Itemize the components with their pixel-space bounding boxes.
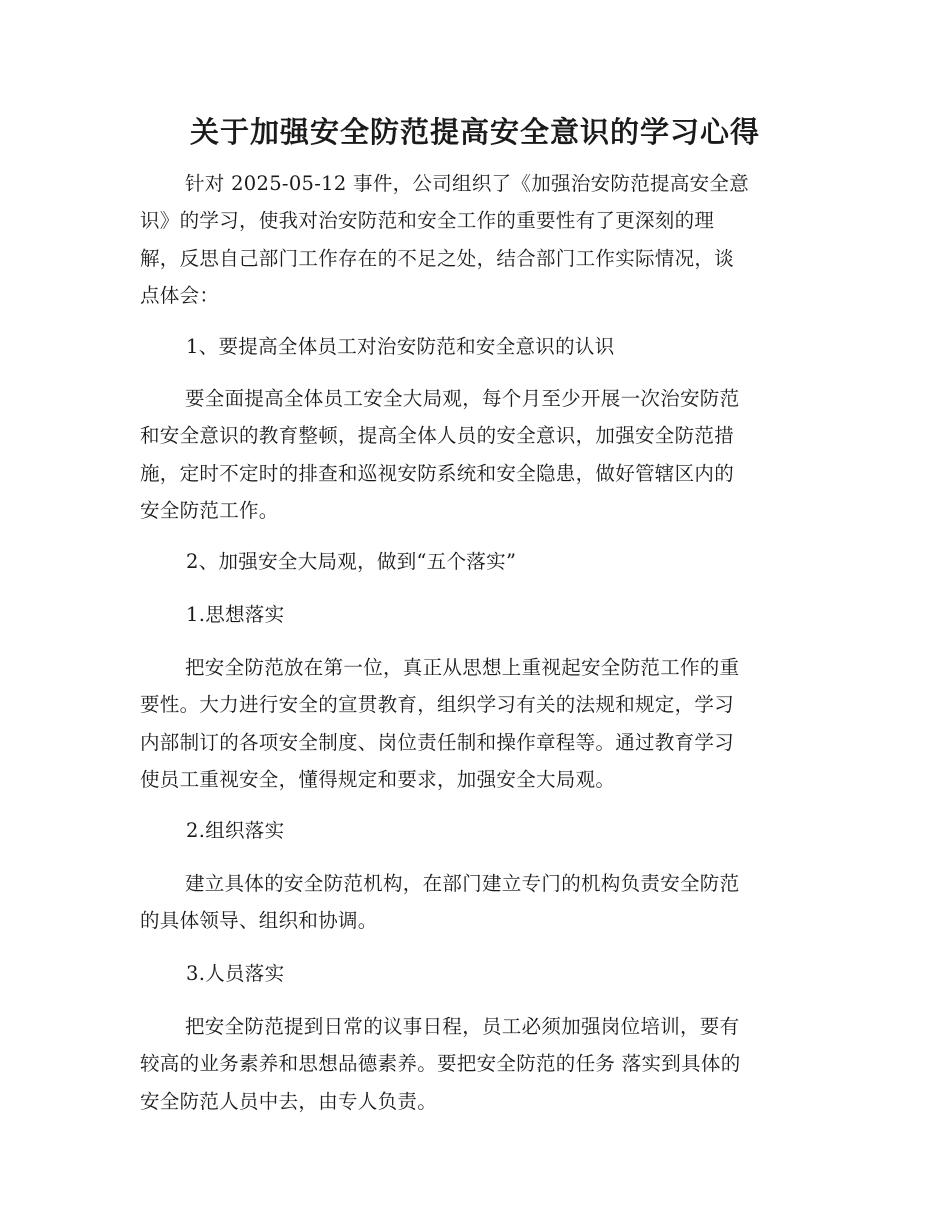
paragraph-line: 解，反思自己部门工作存在的不足之处，结合部门工作实际情况，谈 [140,246,735,270]
paragraph-line: 安全防范人员中去，由专人负责。 [140,1089,438,1113]
subsection-2-heading: 2.组织落实 [186,819,285,842]
paragraph-line: 识》的学习，使我对治安防范和安全工作的重要性有了更深刻的理 [140,209,715,233]
paragraph-line: 使员工重视安全，懂得规定和要求，加强安全大局观。 [140,767,616,791]
intro-paragraph [140,165,810,314]
paragraph-line: 建立具体的安全防范机构，在部门建立专门的机构负责安全防范 [185,872,740,895]
subsection-3-paragraph [140,1008,810,1120]
paragraph-line: 把安全防范放在第一位，真正从思想上重视起安全防范工作的重 [185,656,740,679]
paragraph-line: 施，定时不定时的排查和巡视安防系统和安全隐患，做好管辖区内的 [140,461,735,485]
paragraph-line: 要性。大力进行安全的宣贯教育，组织学习有关的法规和规定，学习 [140,693,735,717]
paragraph-line: 针对 2025-05-12 事件，公司组织了《加强治安防范提高安全意 [185,172,750,195]
paragraph-line: 把安全防范提到日常的议事日程，员工必须加强岗位培训，要有 [185,1015,740,1038]
paragraph-line: 和安全意识的教育整顿，提高全体人员的安全意识，加强安全防范措 [140,424,735,448]
subsection-3-heading: 3.人员落实 [186,962,285,985]
paragraph-line: 点体会： [140,283,220,307]
subsection-1-heading: 1.思想落实 [186,603,285,626]
paragraph-line: 的具体领导、组织和协调。 [140,909,378,933]
section-1-heading: 1、要提高全体员工对治安防范和安全意识的认识 [186,335,615,358]
paragraph-line: 内部制订的各项安全制度、岗位责任制和操作章程等。通过教育学习 [140,730,735,754]
paragraph-line: 安全防范工作。 [140,498,279,522]
section-2-heading: 2、加强安全大局观，做到“五个落实” [186,550,517,573]
paragraph-line: 要全面提高全体员工安全大局观，每个月至少开展一次治安防范 [185,387,740,410]
subsection-1-paragraph [140,649,810,798]
subsection-2-paragraph [140,865,810,940]
paragraph-line: 较高的业务素养和思想品德素养。要把安全防范的任务 落实到具体的 [140,1052,741,1076]
document-title: 关于加强安全防范提高安全意识的学习心得 [189,115,760,149]
section-1-paragraph [140,380,810,529]
